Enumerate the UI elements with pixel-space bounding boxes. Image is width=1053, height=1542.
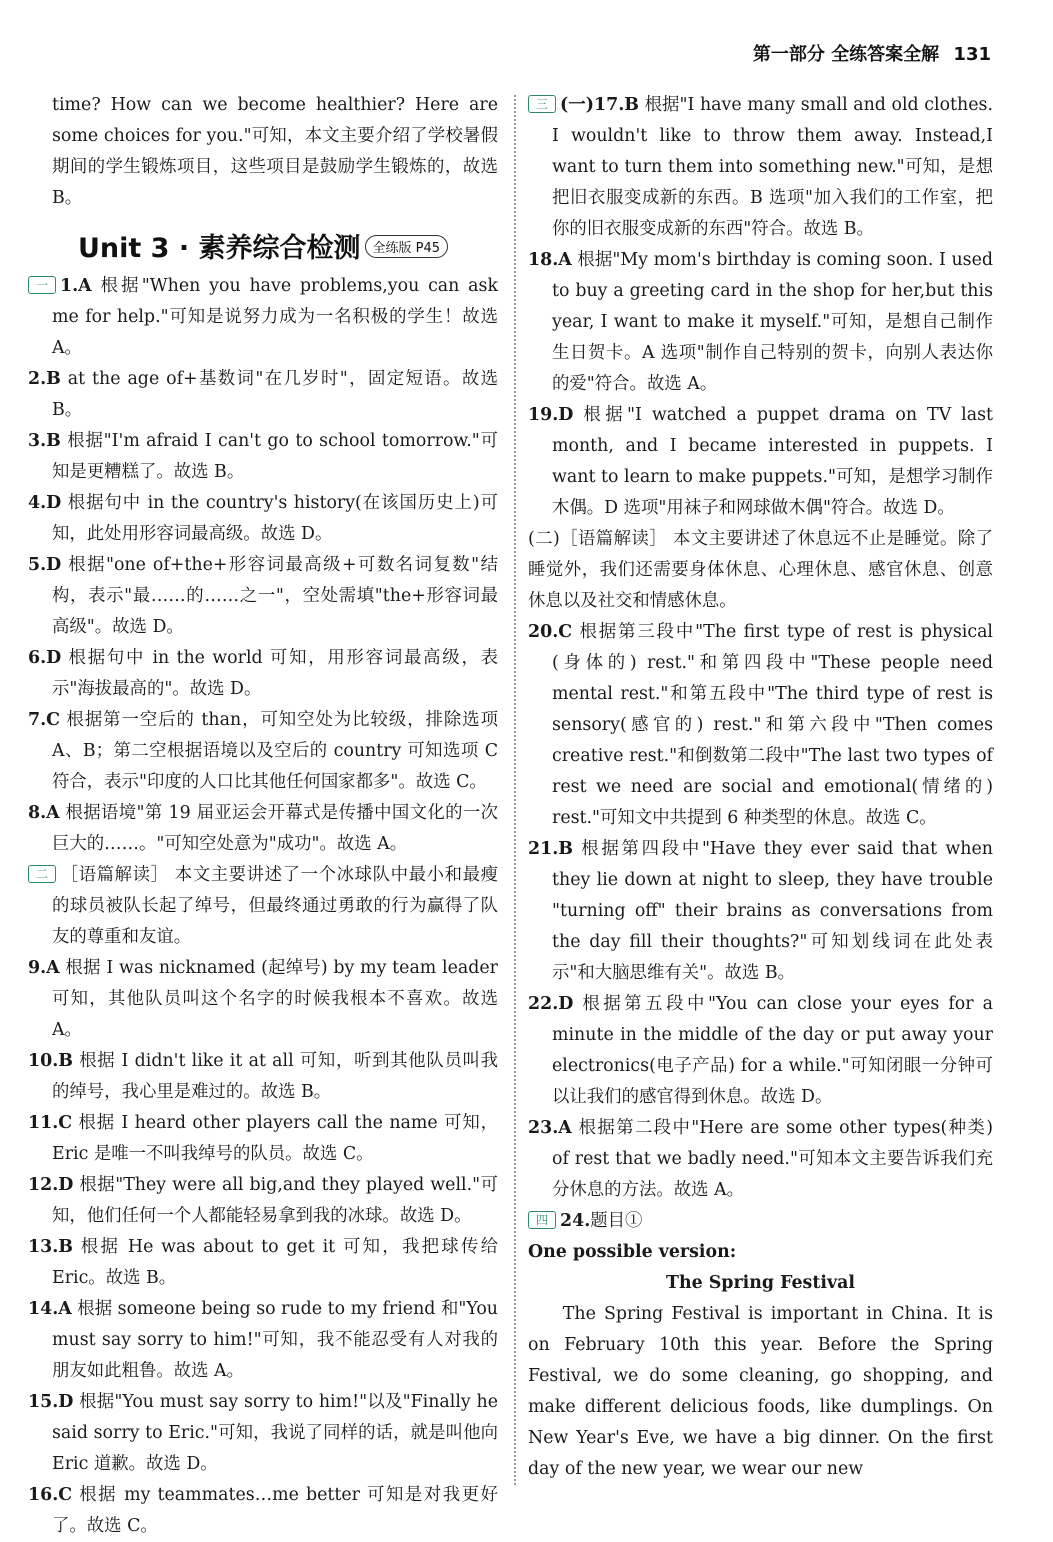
answer-text: 根据"When you have problems,you can ask me for help."可知是说努力成为一名积极的学生！故选 A。 <box>52 276 499 358</box>
answer-number: 19.D <box>528 405 574 425</box>
version-label: One possible version: <box>528 1242 737 1262</box>
answer-number: 24. <box>560 1211 591 1231</box>
answer-number: 10.B <box>28 1051 73 1071</box>
answer-item <box>28 705 498 798</box>
answer-text: 根据"My mom's birthday is coming soon. I used to buy a greeting card in the shop for her,but this year, I want to make it myself."可知，是想自己制作生日贺卡。A 选项"制作自己特别的贺卡，向别人表达你的爱"符合。故选 A。 <box>552 250 993 394</box>
essay-title: The Spring Festival <box>666 1273 855 1293</box>
right-column <box>528 90 993 1485</box>
answer-number: 16.C <box>28 1485 73 1505</box>
answer-number: 23.A <box>528 1118 572 1138</box>
answer-text: 根据第四段中"Have they ever said that when they lie down at night to sleep, they have trouble "turning off" their brains as conversations from the day fill their thoughts?"可知划线词在此处表示"和大脑思维有关"。故选 B。 <box>552 839 993 983</box>
answer-item <box>28 1046 498 1108</box>
answer-text: 根据语境"第 19 届亚运会开幕式是传播中国文化的一次巨大的……。"可知空处意为"成功"。故选 A。 <box>52 803 498 854</box>
answer-number: 3.B <box>28 431 61 451</box>
answer-number: 5.D <box>28 555 62 575</box>
answer-number: 12.D <box>28 1175 74 1195</box>
answer-item <box>528 1113 993 1206</box>
answer-number: 11.C <box>28 1113 73 1133</box>
unit-title <box>28 226 498 265</box>
answer-number: 14.A <box>28 1299 72 1319</box>
answer-item <box>28 1294 498 1387</box>
answer-item <box>28 550 498 643</box>
answer-item <box>28 643 498 705</box>
answer-item <box>28 1108 498 1170</box>
answer-text: 根据"I have many small and old clothes. I wouldn't like to throw them away. Instead,I want to turn them into something new."可知，是想把旧衣服变成新的东西。B 选项"加入我们的工作室，把你的旧衣服变成新的东西"符合。故选 B。 <box>552 95 993 239</box>
section-marker-2: 二 <box>28 865 56 883</box>
answer-text: at the age of+基数词"在几岁时"，固定短语。故选 B。 <box>52 369 498 420</box>
column-divider <box>514 95 516 1485</box>
answer-text: 题目① <box>590 1211 643 1231</box>
header-section: 第一部分 <box>752 44 825 65</box>
answer-text: 根据"I watched a puppet drama on TV last month, and I became interested in puppets. I want to learn to make puppets."可知，是想学习制作木偶。D 选项"用袜子和网球做木偶"符合。故选 D。 <box>552 405 994 518</box>
answer-item <box>528 989 993 1113</box>
answer-number: 4.D <box>28 493 62 513</box>
answer-number: 1.A <box>60 276 92 296</box>
page-header <box>753 40 991 66</box>
answer-number: 13.B <box>28 1237 73 1257</box>
answer-item <box>528 400 993 524</box>
essay-text: The Spring Festival is important in China. It is on February 10th this year. Before the Spring Festival, we do some cleaning, go shopping, and make different delicious foods, like dumplings. On New Year's Eve, we have a big dinner. On the first day of the new year, we wear our new <box>528 1304 993 1479</box>
answer-text: 根据句中 in the world 可知，用形容词最高级，表示"海拔最高的"。故选 D。 <box>52 648 498 699</box>
answer-text: 根据句中 in the country's history(在该国历史上)可知，此处用形容词最高级。故选 D。 <box>52 493 499 544</box>
answer-item <box>528 245 993 400</box>
answer-item <box>28 1170 498 1232</box>
intro-paragraph: time? How can we become healthier? Here are some choices for you."可知，本文主要介绍了学校暑假期间的学生锻炼项目，这些项目是鼓励学生锻炼的，故选 B。 <box>52 95 498 208</box>
section-marker-4: 四 <box>528 1211 556 1229</box>
answer-item <box>528 617 993 834</box>
answer-text: 根据 I didn't like it at all 可知，听到其他队员叫我的绰号，我心里是难过的。故选 B。 <box>52 1051 498 1102</box>
answer-text: 根据第二段中"Here are some other types(种类) of rest that we badly need."可知本文主要告诉我们充分休息的方法。故选 A。 <box>552 1118 993 1200</box>
answer-item <box>28 364 498 426</box>
section-marker-3: 三 <box>528 95 556 113</box>
answer-item <box>28 488 498 550</box>
section-marker-1: 一 <box>28 276 56 294</box>
answer-text: 根据"They were all big,and they played well."可知，他们任何一个人都能轻易拿到我的冰球。故选 D。 <box>52 1175 499 1226</box>
answer-text: 根据"I'm afraid I can't go to school tomorrow."可知是更糟糕了。故选 B。 <box>52 431 498 482</box>
answer-text: 根据 someone being so rude to my friend 和"You must say sorry to him!"可知，我不能忍受有人对我的朋友如此粗鲁。故选 A。 <box>52 1299 498 1381</box>
answer-number: 20.C <box>528 622 573 642</box>
answer-text: 根据第三段中"The first type of rest is physical (身体的) rest."和第四段中"These people need mental rest."和第五段中"The third type of rest is sensory(感官的) rest."和第六段中"Then comes creative rest."和倒数第二段中"The last two types of rest we need are social and emotional(情绪的) rest."可知文中共提到 6 种类型的休息。故选 C。 <box>552 622 993 828</box>
answer-number: 15.D <box>28 1392 74 1412</box>
unit-title-text: Unit 3 · 素养综合检测 <box>77 233 361 264</box>
answer-text: 根据"You must say sorry to him!"以及"Finally he said sorry to Eric."可知，我说了同样的话，就是叫他向 Eric 道歉。故选 D。 <box>52 1392 498 1474</box>
answer-item <box>28 271 498 364</box>
answer-number: 9.A <box>28 958 60 978</box>
answer-number: 8.A <box>28 803 60 823</box>
left-column <box>28 90 498 1542</box>
answer-text: 根据第五段中"You can close your eyes for a minute in the middle of the day or put away your electronics(电子产品) for a while."可知闭眼一分钟可以让我们的感官得到休息。故选 D。 <box>552 994 993 1107</box>
answer-number: 18.A <box>528 250 572 270</box>
answer-item <box>28 1480 498 1542</box>
answer-item <box>28 426 498 488</box>
answer-number: 21.B <box>528 839 573 859</box>
answer-number: 7.C <box>28 710 60 730</box>
answer-item <box>528 834 993 989</box>
passage-summary: (二)［语篇解读］ 本文主要讲述了休息远不止是睡觉。除了睡觉外，我们还需要身体休息、心理休息、感官休息、创意休息以及社交和情感休息。 <box>528 529 993 611</box>
answer-text: 根据 my teammates…me better 可知是对我更好了。故选 C。 <box>52 1485 499 1536</box>
answer-text: 根据 He was about to get it 可知，我把球传给 Eric。故选 B。 <box>52 1237 498 1288</box>
answer-text: 根据"one of+the+形容词最高级+可数名词复数"结构，表示"最……的……之一"，空处需填"the+形容词最高级"。故选 D。 <box>52 555 499 637</box>
answer-number: 2.B <box>28 369 61 389</box>
unit-badge: 全练版 P45 <box>365 235 449 258</box>
header-title: 全练答案全解 <box>831 44 940 65</box>
page-number: 131 <box>953 44 991 65</box>
answer-number: (一)17.B <box>560 95 639 115</box>
answer-number: 22.D <box>528 994 574 1014</box>
answer-item <box>528 90 993 245</box>
answer-item <box>28 953 498 1046</box>
passage-summary <box>28 860 498 953</box>
answer-item <box>28 798 498 860</box>
summary-text: ［语篇解读］ 本文主要讲述了一个冰球队中最小和最瘦的球员被队长起了绰号，但最终通过勇敢的行为赢得了队友的尊重和友谊。 <box>52 865 498 947</box>
answer-text: 根据 I heard other players call the name 可知，Eric 是唯一不叫我绰号的队员。故选 C。 <box>52 1113 498 1164</box>
answer-item <box>28 1232 498 1294</box>
answer-text: 根据 I was nicknamed (起绰号) by my team leader 可知，其他队员叫这个名字的时候我根本不喜欢。故选 A。 <box>52 958 498 1040</box>
answer-number: 6.D <box>28 648 62 668</box>
answer-item <box>28 1387 498 1480</box>
answer-item <box>528 1206 993 1237</box>
answer-text: 根据第一空后的 than，可知空处为比较级，排除选项 A、B；第二空根据语境以及空后的 country 可知选项 C 符合，表示"印度的人口比其他任何国家都多"。故选 C。 <box>52 710 498 792</box>
